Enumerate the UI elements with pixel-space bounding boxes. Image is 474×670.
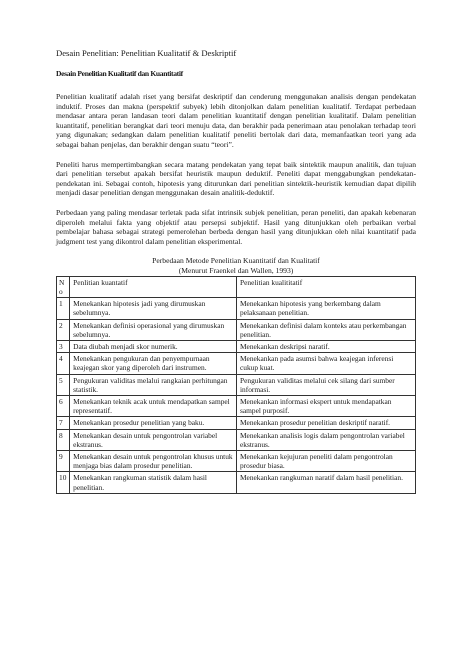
row-number: 3 (57, 340, 70, 352)
table-row (57, 340, 416, 352)
qualitative-cell: Menekankan prosedur penelitian deskriptif naratif. (236, 417, 415, 429)
qualitative-cell: Menekankan kejujuran peneliti dalam pengontrolan prosedur biasa. (236, 450, 415, 471)
table-caption (56, 256, 416, 274)
row-number: 1 (57, 298, 70, 319)
qualitative-cell: Menekankan hipotesis yang berkembang dalam pelaksanaan penelitian. (236, 298, 415, 319)
qualitative-cell: Menekankan pada asumsi bahwa keajegan inferensi cukup kuat. (236, 353, 415, 374)
comparison-table (56, 276, 416, 494)
table-row (57, 353, 416, 374)
row-number: 10 (57, 472, 70, 493)
quantitative-cell: Menekankan desain untuk pengontrolan variabel ekstranus. (70, 429, 237, 450)
quantitative-cell: Menekankan teknik acak untuk mendapatkan sampel representatif. (70, 395, 237, 416)
quantitative-cell: Menekankan hipotesis jadi yang dirumuskan sebelumnya. (70, 298, 237, 319)
qualitative-cell: Menekankan analisis logis dalam pengontrolan variabel ekstranus. (236, 429, 415, 450)
quantitative-cell: Menekankan pengukuran dan penyempurnaan keajegan skor yang diperoleh dari instrumen. (70, 353, 237, 374)
paragraph-3: Perbedaan yang paling mendasar terletak pada sifat intrinsik subjek penelitian, peran peneliti, dan apakah kebenaran diperoleh melalui fakta yang objektif atau persepsi subjektif. Hasil yang ditunjukkan oleh perbaikan verbal pembelajar bahasa sebagai strategi pemerolehan berbeda dengan hasil yang ditunjukkan oleh nilai kuantitatif pada judgment test yang dikontrol dalam penelitian eksperimental. (56, 207, 416, 246)
quantitative-cell: Menekankan prosedur penelitian yang baku. (70, 417, 237, 429)
header-quantitative: Penlitian kuantatif (70, 276, 237, 297)
header-qualitative: Penelitian kualititatif (236, 276, 415, 297)
row-number: 6 (57, 395, 70, 416)
qualitative-cell: Menekankan informasi ekspert untuk mendapatkan sampel purposif. (236, 395, 415, 416)
row-number: 4 (57, 353, 70, 374)
row-number: 9 (57, 450, 70, 471)
table-row (57, 417, 416, 429)
row-number: 5 (57, 374, 70, 395)
table-row (57, 450, 416, 471)
qualitative-cell: Menekankan definisi dalam konteks atau perkembangan penelitian. (236, 319, 415, 340)
table-caption-source: (Menurut Fraenkel dan Wallen, 1993) (178, 265, 294, 275)
table-row (57, 395, 416, 416)
quantitative-cell: Menekankan desain untuk pengontrolan khusus untuk menjaga bias dalam prosedur penelitian. (70, 450, 237, 471)
table-row (57, 374, 416, 395)
table-row (57, 319, 416, 340)
quantitative-cell: Data diubah menjadi skor numerik. (70, 340, 237, 352)
table-row (57, 298, 416, 319)
table-caption-title: Perbedaan Metode Penelitian Kuantitatif dan Kualitatif (152, 256, 320, 266)
row-number: 7 (57, 417, 70, 429)
quantitative-cell: Menekankan definisi operasional yang dirumuskan sebelumnya. (70, 319, 237, 340)
header-number: N o (57, 276, 70, 297)
qualitative-cell: Pengukuran validitas melalui cek silang dari sumber informasi. (236, 374, 415, 395)
quantitative-cell: Menekankan rangkuman statistik dalam hasil penelitian. (70, 472, 237, 493)
quantitative-cell: Pengukuran validitas melalui rangkaian perhitungan statistik. (70, 374, 237, 395)
paragraph-2: Peneliti harus mempertimbangkan secara matang pendekatan yang tepat baik sintektik maupun analitik, dan tujuan dari penelitian tersebut apakah bersifat heuristik maupun deduktif. Peneliti dapat menggabungkan pendekatan-pendekatan ini. Sebagai contoh, hipotesis yang diturunkan dari penelitian sintektik-heuristik kemudian dapat dipilih menjadi dasar penelitian dengan menggunakan desain analitik-deduktif. (56, 159, 416, 198)
row-number: 8 (57, 429, 70, 450)
row-number: 2 (57, 319, 70, 340)
qualitative-cell: Menekankan deskripsi naratif. (236, 340, 415, 352)
section-subtitle: Desain Penelitian Kualitatif dan Kuantitatif (56, 69, 183, 78)
qualitative-cell: Menekankan rangkuman naratif dalam hasil penelitian. (236, 472, 415, 493)
table-row (57, 429, 416, 450)
table-header-row (57, 276, 416, 297)
document-title: Desain Penelitian: Penelitian Kualitatif & Deskriptif (56, 48, 237, 58)
table-row (57, 472, 416, 493)
paragraph-1: Penelitian kualitatif adalah riset yang bersifat deskriptif dan cenderung menggunakan analisis dengan pendekatan induktif. Proses dan makna (perspektif subyek) lebih ditonjolkan dalam penelitian kualitatif. Terdapat perbedaan mendasar antara peran landasan teori dalam penelitian kuantitatif dengan penelitian kualitatif. Dalam penelitian kuantitatif, penelitian berangkat dari teori menuju data, dan berakhir pada penerimaan atau penolakan terhadap teori yang digunakan; sedangkan dalam penelitian kualitatif peneliti bertolak dari data, memanfaatkan teori yang ada sebagai bahan penjelas, dan berakhir dengan suatu “teori”. (56, 92, 416, 149)
